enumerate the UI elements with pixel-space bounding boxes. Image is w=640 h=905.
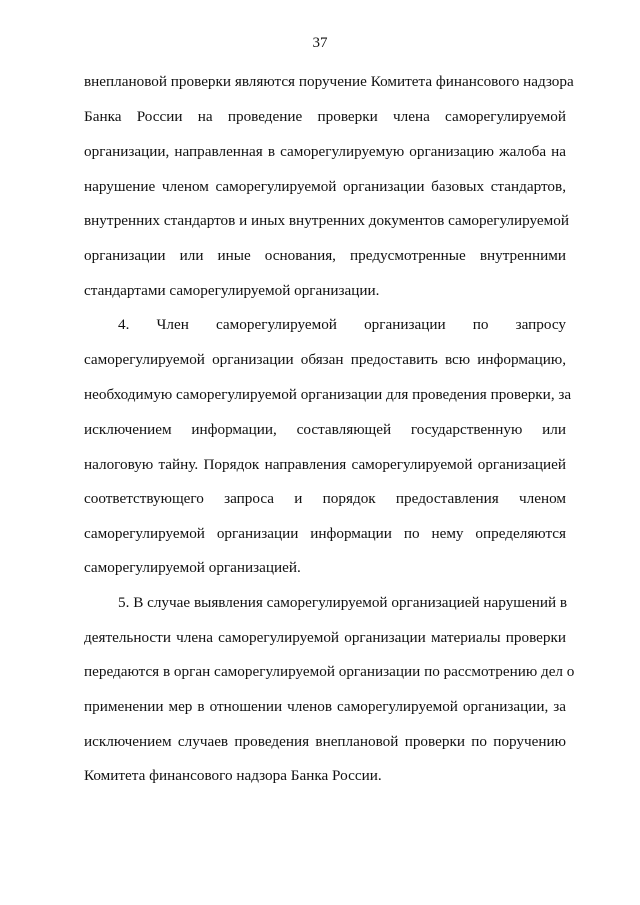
paragraph-line: Комитета финансового надзора Банка России. (84, 767, 382, 784)
paragraph-line: исключением случаев проведения внеплановой проверки по поручению (84, 733, 566, 750)
paragraph-line: деятельности члена саморегулируемой организации материалы проверки (84, 629, 566, 646)
paragraph-line: саморегулируемой организации информации по нему определяются (84, 525, 566, 542)
paragraph-line: исключением информации, составляющей государственную или (84, 421, 566, 438)
paragraph-line: саморегулируемой организацией. (84, 559, 301, 576)
paragraph-line: стандартами саморегулируемой организации. (84, 282, 380, 299)
paragraph-line: Банка России на проведение проверки члена саморегулируемой (84, 108, 566, 125)
paragraph-line: внеплановой проверки являются поручение Комитета финансового надзора (84, 73, 574, 90)
paragraph-line: применении мер в отношении членов саморегулируемой организации, за (84, 698, 566, 715)
paragraph-line: нарушение членом саморегулируемой организации базовых стандартов, (84, 178, 566, 195)
paragraph-line: внутренних стандартов и иных внутренних документов саморегулируемой (84, 212, 569, 229)
paragraph-line: организации, направленная в саморегулируемую организацию жалоба на (84, 143, 566, 160)
paragraph-line: саморегулируемой организации обязан предоставить всю информацию, (84, 351, 566, 368)
paragraph-line: организации или иные основания, предусмотренные внутренними (84, 247, 566, 264)
paragraph-line: передаются в орган саморегулируемой организации по рассмотрению дел о (84, 663, 575, 680)
paragraph-line: налоговую тайну. Порядок направления саморегулируемой организацией (84, 456, 566, 473)
paragraph-line: соответствующего запроса и порядок предоставления членом (84, 490, 566, 507)
page-number: 37 (312, 35, 328, 51)
paragraph-line: 4. Член саморегулируемой организации по запросу (118, 316, 566, 333)
paragraph-line: 5. В случае выявления саморегулируемой организацией нарушений в (118, 594, 568, 611)
paragraph-line: необходимую саморегулируемой организации для проведения проверки, за (84, 386, 572, 403)
